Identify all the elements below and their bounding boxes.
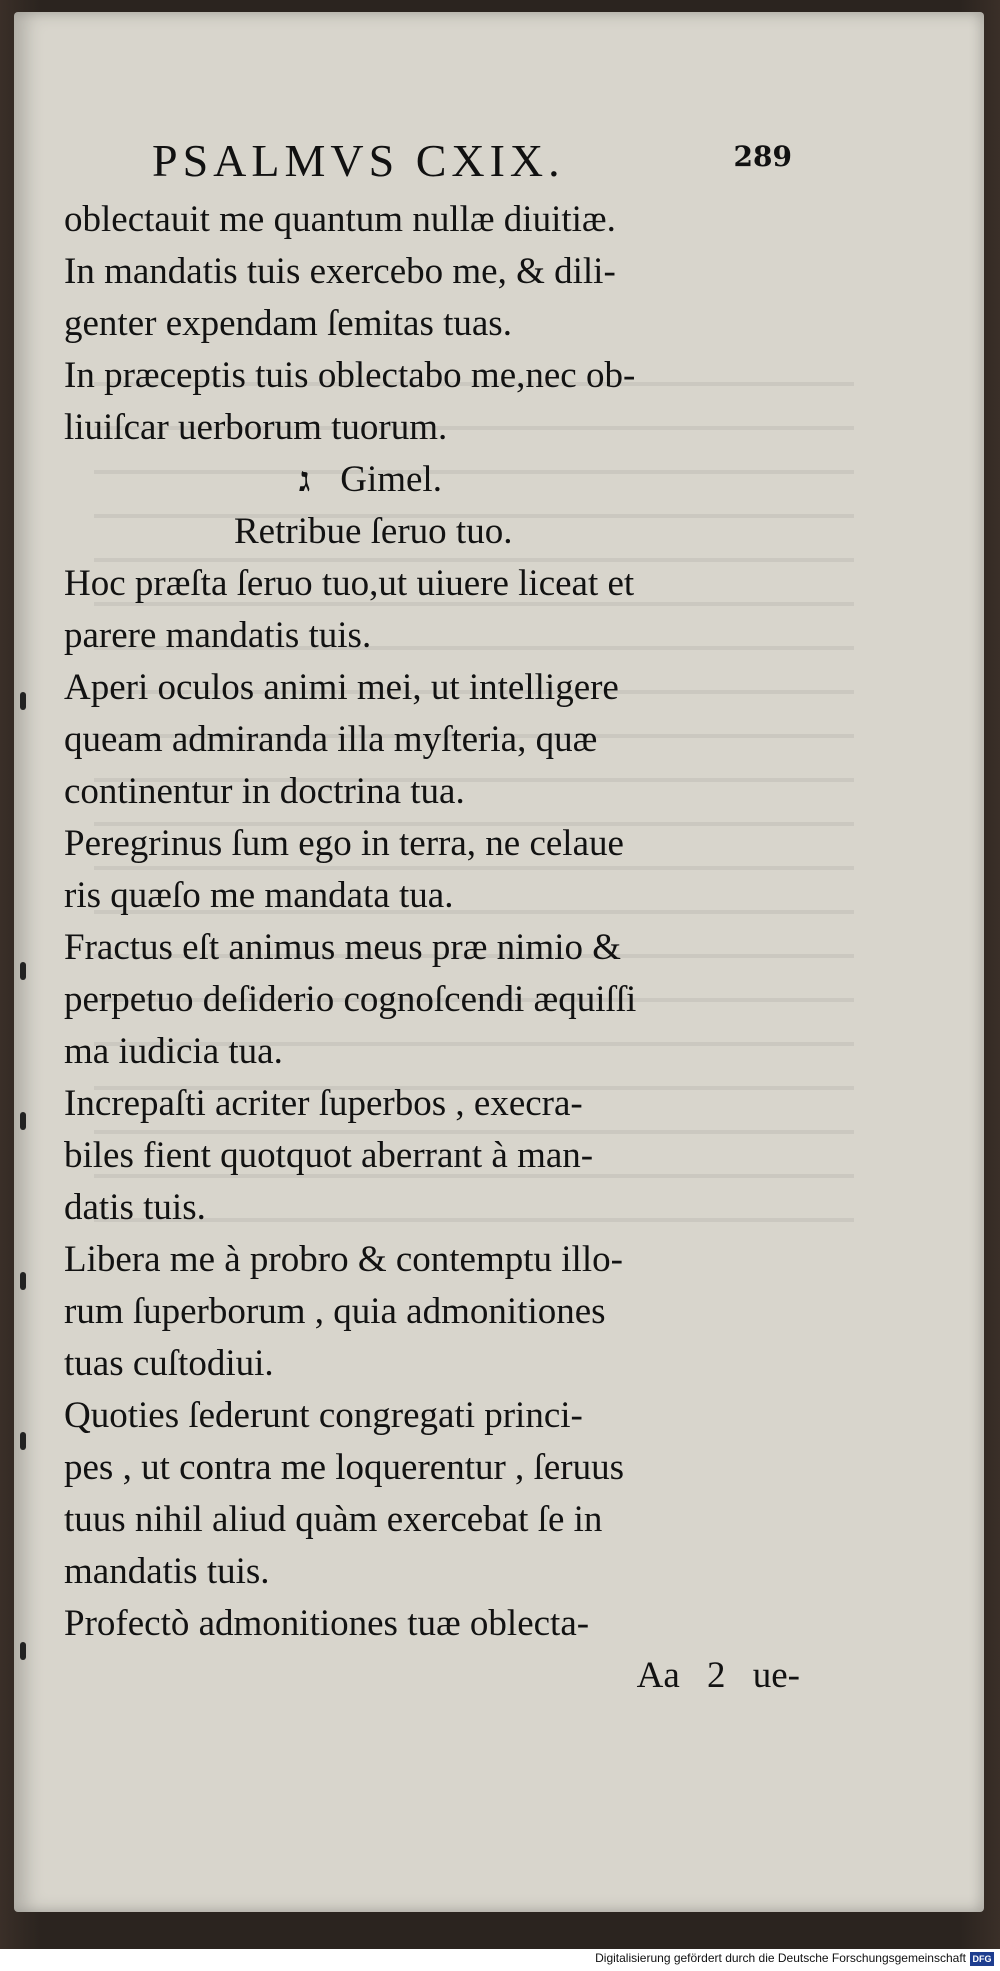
margin-mark: [20, 962, 26, 980]
digitization-footer: [0, 1949, 1000, 1971]
catchword: ue-: [752, 1655, 800, 1696]
text-line: tuas cuſtodiui.: [64, 1343, 274, 1384]
text-line: ma iudicia tua.: [64, 1031, 283, 1072]
text-line: datis tuis.: [64, 1187, 206, 1228]
text-line: Hoc præſta ſeruo tuo,ut uiuere liceat et: [64, 563, 635, 604]
text-line: genter expendam ſemitas tuas.: [64, 303, 512, 344]
text-line: parere mandatis tuis.: [64, 615, 372, 656]
body-text: [64, 194, 804, 1702]
page-header: [152, 134, 792, 194]
text-line: Quoties ſederunt congregati princi-: [64, 1395, 583, 1436]
page-number: 289: [733, 140, 792, 173]
hebrew-letter: ג: [299, 462, 311, 499]
signature-mark: Aa 2: [636, 1655, 726, 1696]
text-line: rum ſuperborum , quia admonitiones: [64, 1291, 606, 1332]
running-title: PSALMVS CXIX.: [152, 135, 565, 186]
margin-mark: [20, 1432, 26, 1450]
text-line: Aperi oculos animi mei, ut intelligere: [64, 667, 619, 708]
text-line: continentur in doctrina tua.: [64, 771, 465, 812]
margin-mark: [20, 692, 26, 710]
dfg-logo: DFG: [970, 1952, 994, 1966]
text-line: ris quæſo me mandata tua.: [64, 875, 454, 916]
text-line: biles fient quotquot aberrant à man-: [64, 1135, 594, 1176]
text-line: In præceptis tuis oblectabo me,nec ob-: [64, 355, 636, 396]
funding-note: Digitalisierung gefördert durch die Deutsche Forschungsgemeinschaft: [595, 1951, 966, 1965]
book-page: [14, 12, 984, 1912]
text-line: Libera me à probro & contemptu illo-: [64, 1239, 623, 1280]
text-line: oblectauit me quantum nullæ diuitiæ.: [64, 199, 616, 240]
text-line: tuus nihil aliud quàm exercebat ſe in: [64, 1499, 603, 1540]
text-line: mandatis tuis.: [64, 1551, 270, 1592]
text-line: liuiſcar uerborum tuorum.: [64, 407, 448, 448]
text-line: Profectò admonitiones tuæ oblecta-: [64, 1603, 590, 1644]
margin-marks: [14, 12, 44, 1912]
text-line: Fractus eſt animus meus præ nimio &: [64, 927, 622, 968]
section-subtitle: Retribue ſeruo tuo.: [234, 511, 513, 552]
text-line: perpetuo deſiderio cognoſcendi æquiſſi: [64, 979, 637, 1020]
margin-mark: [20, 1272, 26, 1290]
text-line: pes , ut contra me loquerentur , ſeruus: [64, 1447, 624, 1488]
margin-mark: [20, 1112, 26, 1130]
section-name: Gimel.: [340, 459, 442, 500]
text-line: Increpaſti acriter ſuperbos , execra-: [64, 1083, 583, 1124]
text-line: In mandatis tuis exercebo me, & dili-: [64, 251, 616, 292]
catchword-line: [64, 1650, 804, 1702]
text-line: Peregrinus ſum ego in terra, ne celaue: [64, 823, 624, 864]
margin-mark: [20, 1642, 26, 1660]
text-line: queam admiranda illa myſteria, quæ: [64, 719, 598, 760]
section-heading: [64, 454, 804, 506]
